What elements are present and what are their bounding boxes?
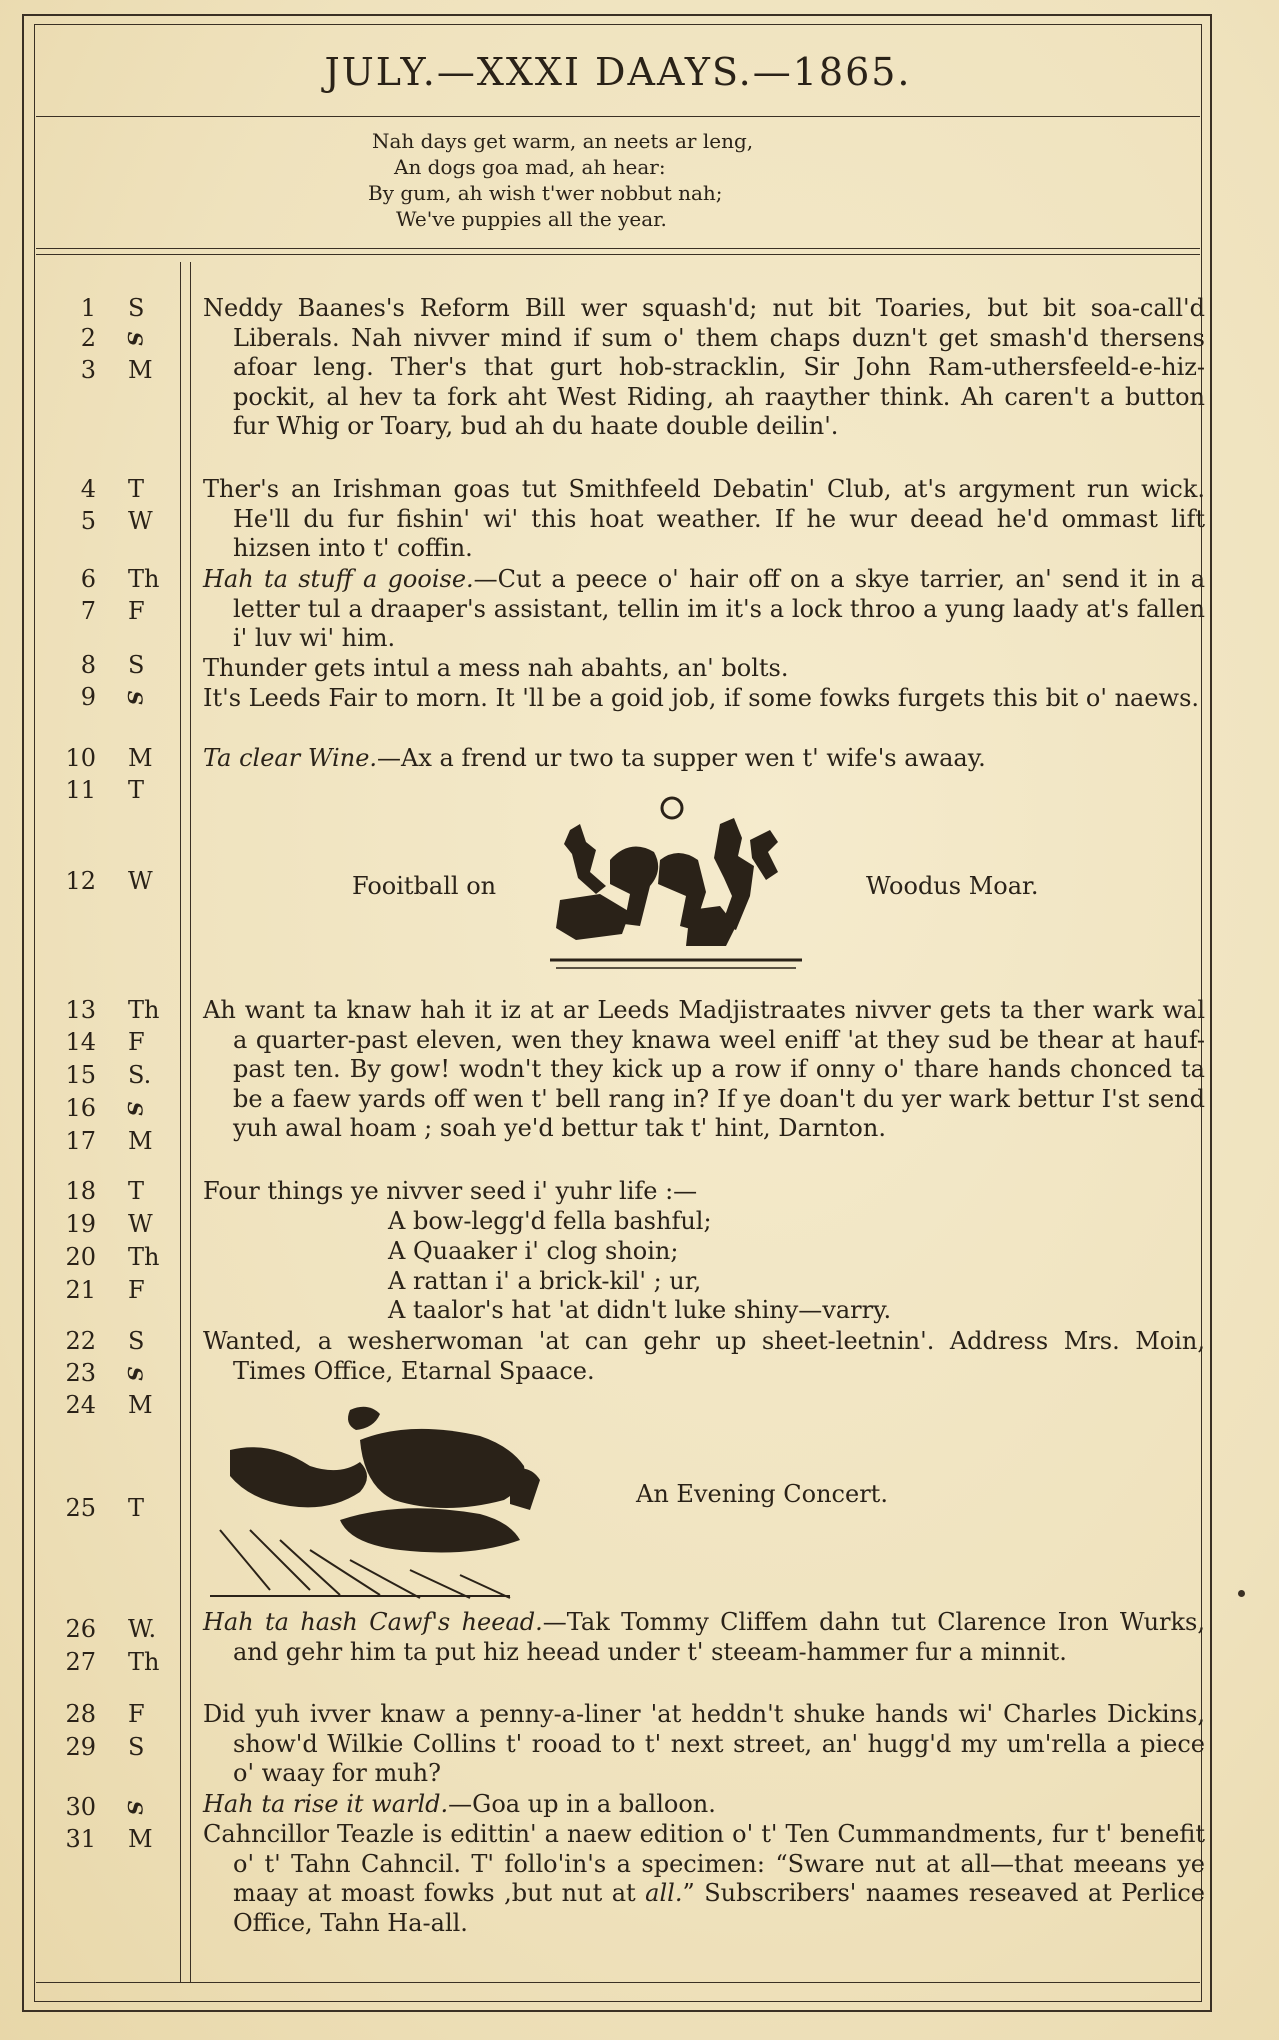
caption-evening-concert: An Evening Concert. (636, 1480, 888, 1508)
cats-illustration (210, 1400, 620, 1600)
verse-rule-bottom (36, 254, 1200, 255)
opening-verse (300, 128, 900, 232)
entry-magistrates: Ah want ta knaw hah it iz at ar Leeds Madjistraates nivver gets ta ther wark wal a quarter-past eleven, wen they knawa weel eniff 'at they sud be thear at hauf-past ten. By gow! wodn't they kick up a row if onny o' thare hands chonced ta be a faew yards off wen t' bell rang in? If ye doan't du yer wark bettur I'st send yuh awal hoam ; soah ye'd bettur tak t' hint, Darnton. (203, 996, 1205, 1142)
emphasis: all. (645, 1879, 683, 1907)
entry-hash-calf: Hah ta hash Cawf's heead.—Tak Tommy Cliffem dahn tut Clarence Iron Wurks, and gehr him ta put hiz heead under t' steeam-hammer fur a minnit. (203, 1608, 1205, 1666)
sunday-glyph: S (123, 1101, 148, 1117)
cat-figures (230, 1407, 540, 1553)
entry-leeds-fair: It's Leeds Fair to morn. It 'll be a goid job, if some fowks furgets this bit o' naews. (203, 684, 1200, 712)
entry-lead: Hah ta stuff a gooise. (203, 565, 474, 593)
entry-four-things: Four things ye nivver seed i' yuhr life :— (203, 1177, 698, 1205)
ball-icon (662, 798, 682, 818)
entry-lead: Ta clear Wine. (203, 744, 378, 772)
verse-line: We've puppies all the year. (396, 207, 667, 231)
four-things-line: A bow-legg'd fella bashful; (388, 1207, 712, 1235)
four-things-line: A rattan i' a brick-kil' ; ur, (388, 1267, 702, 1295)
verse-line: By gum, ah wish t'wer nobbut nah; (368, 181, 723, 205)
column-divider (180, 262, 181, 1982)
entry-stuff-goose: Hah ta stuff a gooise.—Cut a peece o' hair off on a skye tarrier, an' send it in a letter tul a draaper's assistant, tellin im it's a lock throo a yung laady at's fallen i' luv wi' him. (203, 565, 1205, 652)
sunday-glyph: S (123, 1366, 148, 1382)
verse-line: Nah days get warm, an neets ar leng, (372, 129, 754, 153)
caption-football-left: Fooitball on (352, 872, 497, 900)
entry-reform-bill: Neddy Baanes's Reform Bill wer squash'd; nut bit Toaries, but bit soa-call'd Liberals. Nah nivver mind if sum o' them chaps duzn't get smash'd thersens afoar leng. Ther's that gurt hob-stracklin, Sir John Ram-uthersfeeld-e-hiz-pockit, al hev ta fork aht West Riding, ah raayther think. Ah caren't a button fur Whig or Toary, bud ah du haate double deilin'. (203, 294, 1205, 440)
entry-lead: Hah ta rise it warld. (203, 1790, 449, 1818)
entry-thunder: Thunder gets intul a mess nah abahts, an' bolts. (203, 654, 789, 682)
entry-irishman: Ther's an Irishman goas tut Smithfeeld Debatin' Club, at's argyment run wick. He'll du fur fishin' wi' this hoat weather. If he wur deead he'd ommast lift hizsen into t' coffin. (203, 475, 1205, 562)
verse-rule-top (36, 248, 1200, 249)
entry-lead: Hah ta hash Cawf's heead. (203, 1608, 543, 1636)
bottom-rule (36, 1982, 1200, 1983)
caption-football-right: Woodus Moar. (866, 872, 1039, 900)
entry-teazle: Cahncillor Teazle is edittin' a naew edition o' t' Ten Cummandments, fur t' benefit o' t' Tahn Cahncil. T' follo'in's a specimen: “Sware nut at all—that meeans ye maay at moast fowks ,but nut at all.” Subscribers' naames reseaved at Perlice Office, Tahn Ha-all. (203, 1820, 1206, 1937)
sunday-glyph: S (123, 690, 148, 706)
four-things-line: A taalor's hat 'at didn't luke shiny—varry. (388, 1296, 892, 1324)
sunday-glyph: S (123, 1800, 148, 1816)
players-figures (556, 818, 778, 946)
football-illustration (540, 790, 810, 980)
ink-speck (1238, 1590, 1245, 1597)
column-divider (190, 262, 191, 1982)
four-things-line: A Quaaker i' clog shoin; (388, 1237, 679, 1265)
entry-rise-in-world: Hah ta rise it warld.—Goa up in a balloon. (203, 1790, 716, 1818)
entry-wanted: Wanted, a wesherwoman 'at can gehr up sheet-leetnin'. Address Mrs. Moin, Times Office, Etarnal Spaace. (203, 1327, 1205, 1385)
entry-penny-liner: Did yuh ivver knaw a penny-a-liner 'at heddn't shuke hands wi' Charles Dickins, show'd Wilkie Collins t' rooad to t' next street, an' hugg'd my um'rella a piece o' waay for muh? (203, 1700, 1205, 1787)
title-rule (36, 116, 1200, 117)
page-title: JULY.—XXXI DAAYS.—1865. (324, 50, 912, 94)
verse-line: An dogs goa mad, ah hear: (394, 155, 666, 179)
sunday-glyph: S (123, 331, 148, 347)
entry-clear-wine: Ta clear Wine.—Ax a frend ur two ta supper wen t' wife's awaay. (203, 744, 986, 772)
